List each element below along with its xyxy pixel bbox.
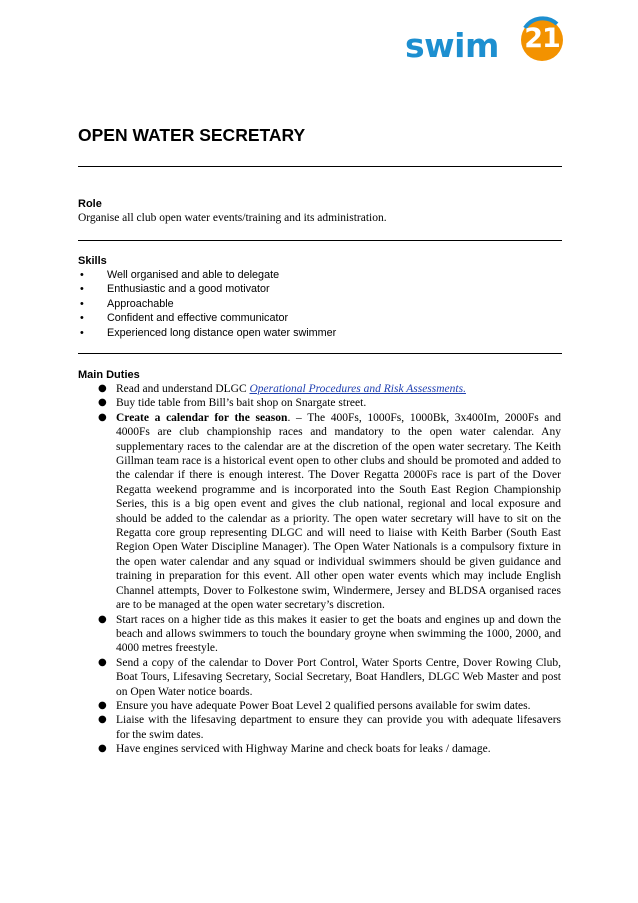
list-item: ● Buy tide table from Bill’s bait shop on Snargate street. [98,397,367,410]
list-item: ● Ensure you have adequate Power Boat Level 2 qualified persons available for swim dates. [98,699,531,712]
title-divider [78,166,562,167]
skills-heading: Skills [78,255,107,267]
bullet-icon: ● [98,383,107,394]
list-item: ● Read and understand DLGC Operational Procedures and Risk Assessments. [98,383,466,395]
bullet-icon: • [80,269,84,281]
page-title: OPEN WATER SECRETARY [78,125,306,145]
list-item: • Enthusiastic and a good motivator [80,283,270,296]
skills-list [78,268,336,340]
logo-wordmark: swim [405,26,499,65]
list-item: • Experienced long distance open water swimmer [80,326,337,339]
list-item: ● Liaise with the lifesaving department to ensure they can provide you with adequate lifesavers for the swim dates. [98,714,561,741]
bullet-icon: ● [98,656,107,668]
role-description: Organise all club open water events/training and its administration. [78,212,387,224]
swim21-logo [405,14,575,66]
list-item: • Approachable [80,297,174,310]
list-item: • Well organised and able to delegate [80,269,280,281]
list-item: ● Send a copy of the calendar to Dover Port Control, Water Sports Centre, Dover Rowing Club, Boat Tours, Lifesaving Secretary, Social Secretary, Boat Handlers, DLGC Web Master and post on Open Water notice boards. [98,656,561,698]
role-divider [78,240,562,241]
bullet-icon: ● [98,743,107,755]
list-item: ● Have engines serviced with Highway Marine and check boats for leaks / damage. [98,743,491,756]
bullet-icon: ● [98,613,107,625]
logo-badge [517,14,567,64]
bullet-icon: ● [98,397,107,409]
list-item: ● Start races on a higher tide as this makes it easier to get the boats and engines up and down the beach and allows swimmers to touch the boundary groyne when swimming the 1000, 2000, and 4000 metres freestyle. [98,613,561,655]
bullet-icon: • [80,297,84,310]
list-item: ● Create a calendar for the season. – The 400Fs, 1000Fs, 1000Bk, 3x400Im, 2000Fs and 4000Fs are club championship races and mandatory to the open water calendar. Any supplementary races to the calendar are at the discretion of the open water secretary. The Keith Gillman team race is a historical event open to other clubs and should be promoted and added to the calendar if there is enough interest. The Dover Regatta 2000Fs race is part of the Dover Regatta weekend programme and is incorporated into the South East Region Championship Series, this is a big open event and gives the club national, regional and local exposure and should be added to the calendar as a priority. The open water secretary will have to sit on the Regatta core group representing DLGC and will need to liaise with Keith Barber (South East Region Open Water Discipline Manager). The Open Water Nationals is a compulsory fixture in the open water calendar and any squad or individual swimmers should be given guidance and training in preparation for this event. All other open water events which may include English Channel attempts, Dover to Folkestone swim, Windermere, Jersey and BLDSA organised races are to be managed at the open water secretary’s discretion. [98,411,561,612]
bullet-icon: ● [98,714,107,726]
logo-number: 21 [524,23,560,54]
bullet-icon: • [80,283,84,296]
bullet-icon: • [80,326,84,339]
role-heading: Role [78,198,102,210]
list-item: • Confident and effective communicator [80,312,289,325]
bullet-icon: • [80,312,84,325]
duties-list [96,382,561,757]
risk-assessments-link[interactable]: Operational Procedures and Risk Assessments. [249,383,466,395]
bullet-icon: ● [98,411,107,423]
duties-heading: Main Duties [78,369,140,381]
bullet-icon: ● [98,699,107,711]
skills-divider [78,353,562,354]
